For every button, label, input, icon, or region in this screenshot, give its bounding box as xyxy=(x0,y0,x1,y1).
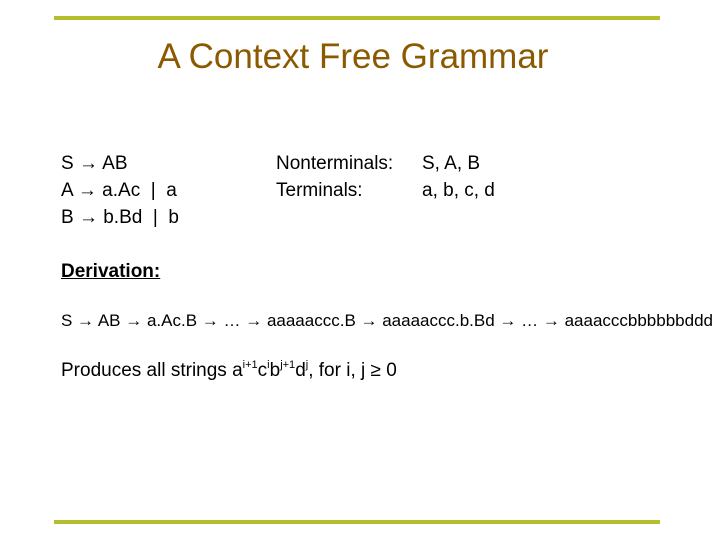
exponent: i+1 xyxy=(242,359,258,371)
nonterminals-value: S, A, B xyxy=(422,153,481,174)
production-rule: A → a.Ac | a xyxy=(61,180,177,201)
symbol-c: c xyxy=(257,360,268,381)
exponent: j xyxy=(305,359,309,371)
production-rule: B → b.Bd | b xyxy=(61,207,179,228)
terminals-row xyxy=(276,177,495,204)
terminals-label: Terminals: xyxy=(276,180,363,201)
slide-title: A Context Free Grammar xyxy=(157,37,549,76)
symbol-table xyxy=(276,150,495,204)
bottom-divider xyxy=(54,520,660,524)
production-rule: S → AB xyxy=(61,153,128,174)
production-rules xyxy=(61,150,179,231)
symbol-d: d xyxy=(295,360,306,381)
top-divider xyxy=(54,16,660,20)
exponent: i xyxy=(267,359,270,371)
language-prefix: Produces all strings a xyxy=(61,360,243,381)
terminals-value: a, b, c, d xyxy=(422,180,495,201)
language-description xyxy=(61,356,397,388)
exponent: j+1 xyxy=(280,359,296,371)
nonterminals-label: Nonterminals: xyxy=(276,153,394,174)
symbol-b: b xyxy=(269,360,281,381)
derivation-heading: Derivation: xyxy=(61,261,161,282)
derivation-sequence: S → AB → a.Ac.B → … → aaaaaccc.B → aaaaaccc.b.Bd → … → aaaacccbbbbbbddd xyxy=(61,311,713,330)
language-suffix: , for i, j ≥ 0 xyxy=(308,360,397,381)
nonterminals-row xyxy=(276,150,495,177)
